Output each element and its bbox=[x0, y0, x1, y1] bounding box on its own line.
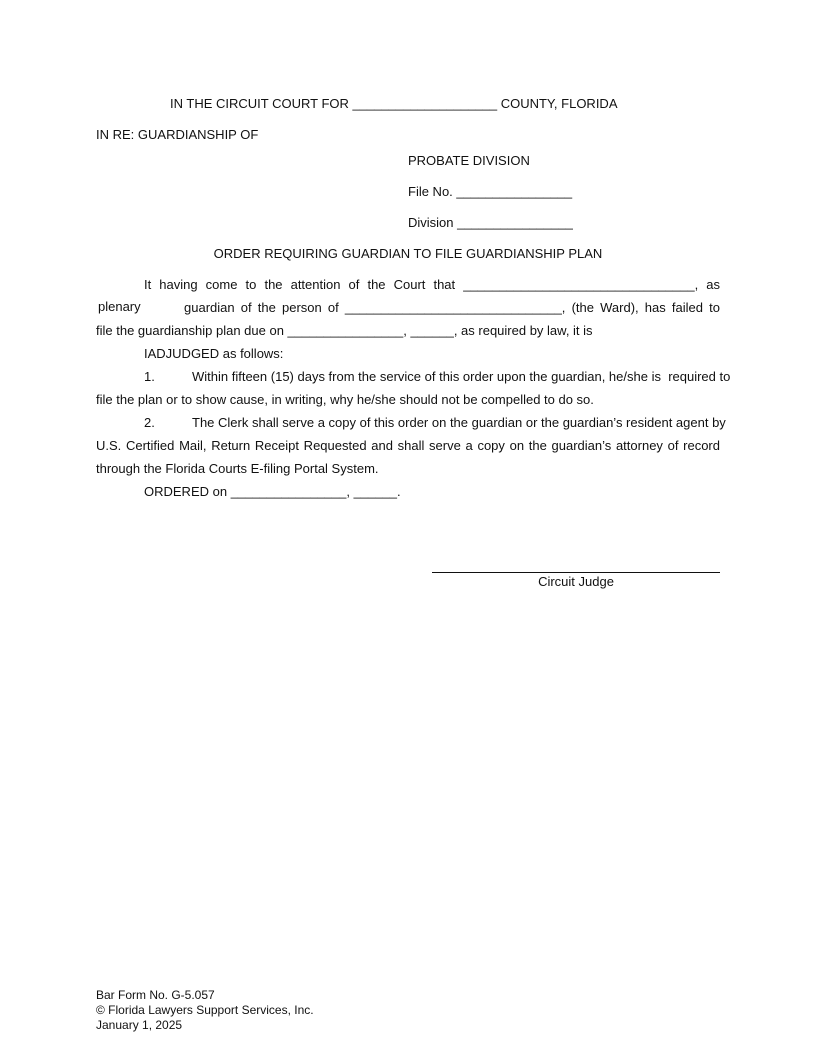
bar-form-number: Bar Form No. G-5.057 bbox=[96, 988, 215, 1002]
probate-division-heading: PROBATE DIVISION bbox=[408, 153, 530, 168]
item-2-number: 2. bbox=[144, 415, 155, 430]
in-re-line: IN RE: GUARDIANSHIP OF bbox=[96, 127, 259, 142]
item-2-line-2: U.S. Certified Mail, Return Receipt Requested and shall serve a copy on the guardian’s attorney of record bbox=[96, 438, 720, 453]
paragraph-1-line-1: It having come to the attention of the Court that ________________________________, as bbox=[144, 277, 720, 292]
paragraph-1-line-3: file the guardianship plan due on ________________, ______, as required by law, it is bbox=[96, 323, 593, 338]
form-date: January 1, 2025 bbox=[96, 1018, 183, 1032]
item-1-number: 1. bbox=[144, 369, 155, 384]
paragraph-1-line-2: guardian of the person of ______________________________, (the Ward), has failed to bbox=[184, 300, 720, 315]
item-1-line-1: Within fifteen (15) days from the service of this order upon the guardian, he/she is required to bbox=[192, 369, 731, 384]
item-2-line-1: The Clerk shall serve a copy of this order on the guardian or the guardian’s resident agent by bbox=[192, 415, 726, 430]
adjudged-line: IADJUDGED as follows: bbox=[144, 346, 284, 361]
plenary-text: plenary bbox=[98, 299, 141, 314]
circuit-judge-label: Circuit Judge bbox=[538, 574, 614, 589]
ordered-date-line: ORDERED on ________________, ______. bbox=[144, 484, 401, 499]
order-title: ORDER REQUIRING GUARDIAN TO FILE GUARDIANSHIP PLAN bbox=[213, 246, 603, 261]
division-field: Division ________________ bbox=[408, 215, 573, 230]
file-number-field: File No. ________________ bbox=[408, 184, 573, 199]
item-1-line-2: file the plan or to show cause, in writing, why he/she should not be compelled to do so. bbox=[96, 392, 594, 407]
item-2-line-3: through the Florida Courts E-filing Portal System. bbox=[96, 461, 379, 476]
court-heading: IN THE CIRCUIT COURT FOR ____________________ COUNTY, FLORIDA bbox=[170, 96, 618, 111]
copyright-line: © Florida Lawyers Support Services, Inc. bbox=[96, 1003, 314, 1017]
judge-signature-line bbox=[432, 572, 720, 573]
